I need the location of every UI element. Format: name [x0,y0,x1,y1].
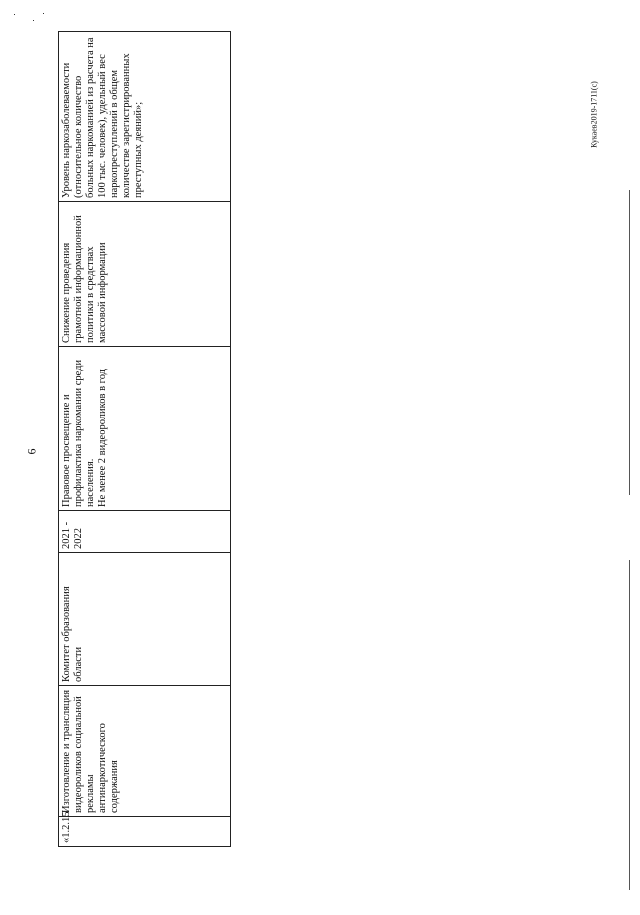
program-table [58,31,231,847]
scan-margin-line [629,560,630,890]
rotated-table [58,32,231,847]
cell-executor [59,553,231,686]
cell-id [59,811,231,847]
cell-period [59,511,231,553]
scan-speck [43,13,44,14]
row-id: «1.2.15 [61,811,72,843]
expected-result-text: Снижение проведения грамотной информационной политики в средствах массовой информации [61,215,108,343]
scan-speck [14,14,15,15]
task-target-text: Не менее 2 видеороликов в год [97,369,108,507]
cell-expected-result [59,202,231,347]
scan-margin-line [629,190,630,495]
executor-text: Комитет образования области [61,586,84,682]
cell-event [59,686,231,817]
footer-code [584,10,598,915]
footer-code-text: Кукаев2019-1711(с) [589,81,599,148]
scan-speck [33,20,34,21]
indicator-text: Уровень наркозаболеваемости (относительное количество больных наркоманией из расчета на 100 тыс. человек), удельный вес наркопреступлений в общем количестве зарегистрированных преступных деяний»; [61,37,144,198]
page-number: 6 [24,448,39,455]
period-text: 2021 - 2022 [61,521,84,549]
table-row [59,32,231,847]
table-container [58,32,640,843]
task-text: Правовое просвещение и профилактика наркомании среди населения. [61,359,96,507]
cell-indicator [59,32,231,202]
cell-task [59,347,231,511]
event-text: Изготовление и трансляция видеороликов социальной рекламы антинаркотического содержания [61,689,120,813]
